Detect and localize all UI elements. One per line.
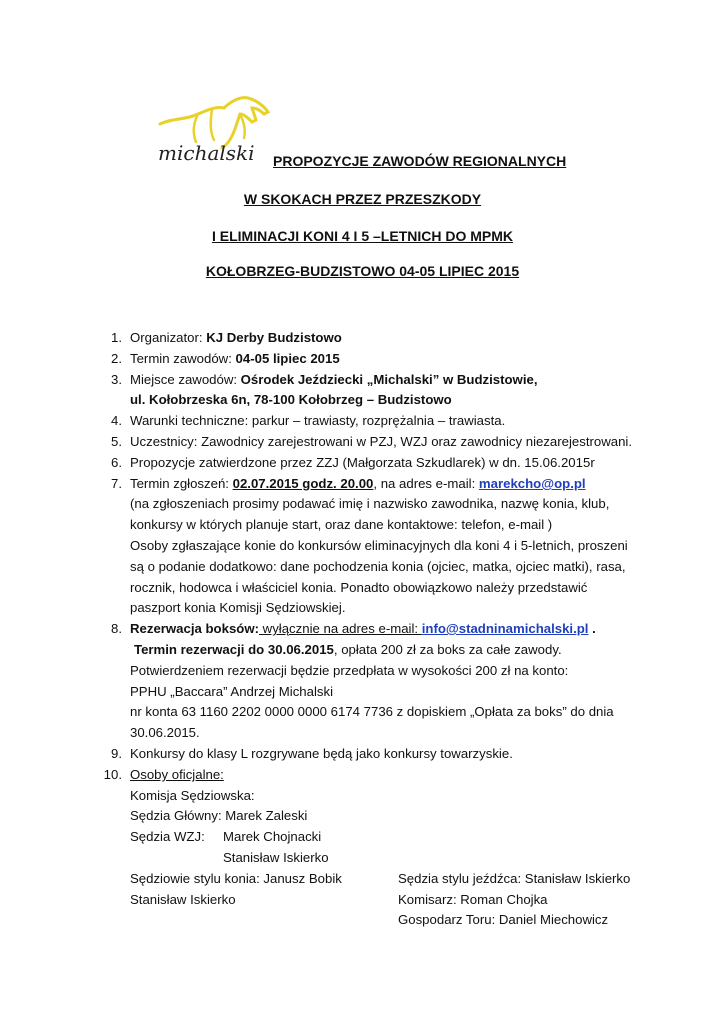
item-text: , opłata 200 zł za boks za całe zawody. <box>333 642 562 657</box>
item-label: Miejsce zawodów: <box>130 372 241 387</box>
officials-line: Sędzia stylu jeźdźca: Stanisław Iskierko <box>398 871 631 886</box>
item-value: Ośrodek Jeździecki „Michalski” w Budzistowie, <box>240 372 538 387</box>
item-number: 6. <box>111 455 122 470</box>
list-item-conditions: Warunki techniczne: parkur – trawiasty, rozprężalnia – trawiasta. <box>130 413 506 428</box>
booking-text-line: Potwierdzeniem rezerwacji będzie przedpłata w wysokości 200 zł na konto: <box>130 663 569 678</box>
list-item-approval: Propozycje zatwierdzone przez ZZJ (Małgorzata Szkudlarek) w dn. 15.06.2015r <box>130 455 595 470</box>
item-number: 1. <box>111 330 122 345</box>
list-item-officials: Osoby oficjalne: <box>130 767 224 782</box>
title-line-4: KOŁOBRZEG-BUDZISTOWO 04-05 LIPIEC 2015 <box>205 263 520 279</box>
registration-text-line: Osoby zgłaszające konie do konkursów eliminacyjnych dla koni 4 i 5-letnich, proszeni <box>130 538 628 553</box>
item-number: 4. <box>111 413 122 428</box>
list-item-participants: Uczestnicy: Zawodnicy zarejestrowani w PZJ, WZJ oraz zawodnicy niezarejestrowani. <box>130 434 633 449</box>
item-number: 3. <box>111 372 122 387</box>
title-line-3: I ELIMINACJI KONI 4 I 5 –LETNICH DO MPMK <box>211 228 514 244</box>
list-item-registration <box>130 476 586 492</box>
svg-text:michalski: michalski <box>158 141 255 165</box>
title-line-1: PROPOZYCJE ZAWODÓW REGIONALNYCH <box>273 153 567 169</box>
officials-line: Marek Chojnacki <box>223 829 322 844</box>
officials-line: Sędziowie stylu konia: Janusz Bobik <box>130 871 342 886</box>
item-label: Rezerwacja boksów: <box>130 621 259 636</box>
title-line-2: W SKOKACH PRZEZ PRZESZKODY <box>243 191 482 207</box>
registration-text-line: konkursy w których planuje start, oraz dane kontaktowe: telefon, e-mail ) <box>130 517 553 532</box>
officials-line: Komisarz: Roman Chojka <box>398 892 548 907</box>
registration-text-line: paszport konia Komisji Sędziowskiej. <box>130 600 346 615</box>
officials-line: Gospodarz Toru: Daniel Miechowicz <box>398 912 609 927</box>
registration-text-line: (na zgłoszeniach prosimy podawać imię i nazwisko zawodnika, nazwę konia, klub, <box>130 496 610 511</box>
booking-email-link[interactable]: info@stadninamichalski.pl <box>421 621 589 636</box>
item-number: 9. <box>111 746 122 761</box>
list-item-organizer <box>130 330 342 346</box>
officials-line: Sędzia WZJ: <box>130 829 205 844</box>
registration-email-link[interactable]: marekcho@op.pl <box>478 476 586 491</box>
item-value: 04-05 lipiec 2015 <box>235 351 340 366</box>
item-text: . <box>588 621 596 636</box>
booking-text-line: 30.06.2015. <box>130 725 200 740</box>
item-text: wyłącznie na adres e-mail: <box>259 621 422 636</box>
michalski-logo <box>152 92 272 167</box>
item-label: Termin zgłoszeń: <box>130 476 233 491</box>
venue-address: ul. Kołobrzeska 6n, 78-100 Kołobrzeg – Budzistowo <box>130 392 452 407</box>
booking-text-line <box>134 642 562 658</box>
item-number: 7. <box>111 476 122 491</box>
booking-text-line: PPHU „Baccara” Andrzej Michalski <box>130 684 334 699</box>
registration-deadline: 02.07.2015 godz. 20.00 <box>232 476 374 491</box>
officials-line: Sędzia Główny: Marek Zaleski <box>130 808 308 823</box>
item-number: 2. <box>111 351 122 366</box>
officials-line: Komisja Sędziowska: <box>130 788 255 803</box>
item-text: , na adres e-mail: <box>373 476 479 491</box>
list-item-venue <box>130 372 537 388</box>
list-item-class-l: Konkursy do klasy L rozgrywane będą jako konkursy towarzyskie. <box>130 746 513 761</box>
horse-logo-icon <box>152 92 272 167</box>
booking-deadline: Termin rezerwacji do 30.06.2015 <box>134 642 334 657</box>
item-label: Organizator: <box>130 330 207 345</box>
item-value: KJ Derby Budzistowo <box>206 330 342 345</box>
booking-text-line: nr konta 63 1160 2202 0000 0000 6174 7736 z dopiskiem „Opłata za boks” do dnia <box>130 704 614 719</box>
list-item-box-booking <box>130 621 596 637</box>
list-item-dates <box>130 351 340 367</box>
registration-text-line: są o podanie dodatkowo: dane pochodzenia konia (ojciec, matka, ojciec matki), rasa, <box>130 559 626 574</box>
officials-line: Stanisław Iskierko <box>130 892 236 907</box>
item-label: Termin zawodów: <box>130 351 236 366</box>
registration-text-line: rocznik, hodowca i właściciel konia. Ponadto obowiązkowo należy przedstawić <box>130 580 588 595</box>
item-number: 5. <box>111 434 122 449</box>
item-number: 8. <box>111 621 122 636</box>
officials-line: Stanisław Iskierko <box>223 850 329 865</box>
item-number: 10. <box>103 767 122 782</box>
